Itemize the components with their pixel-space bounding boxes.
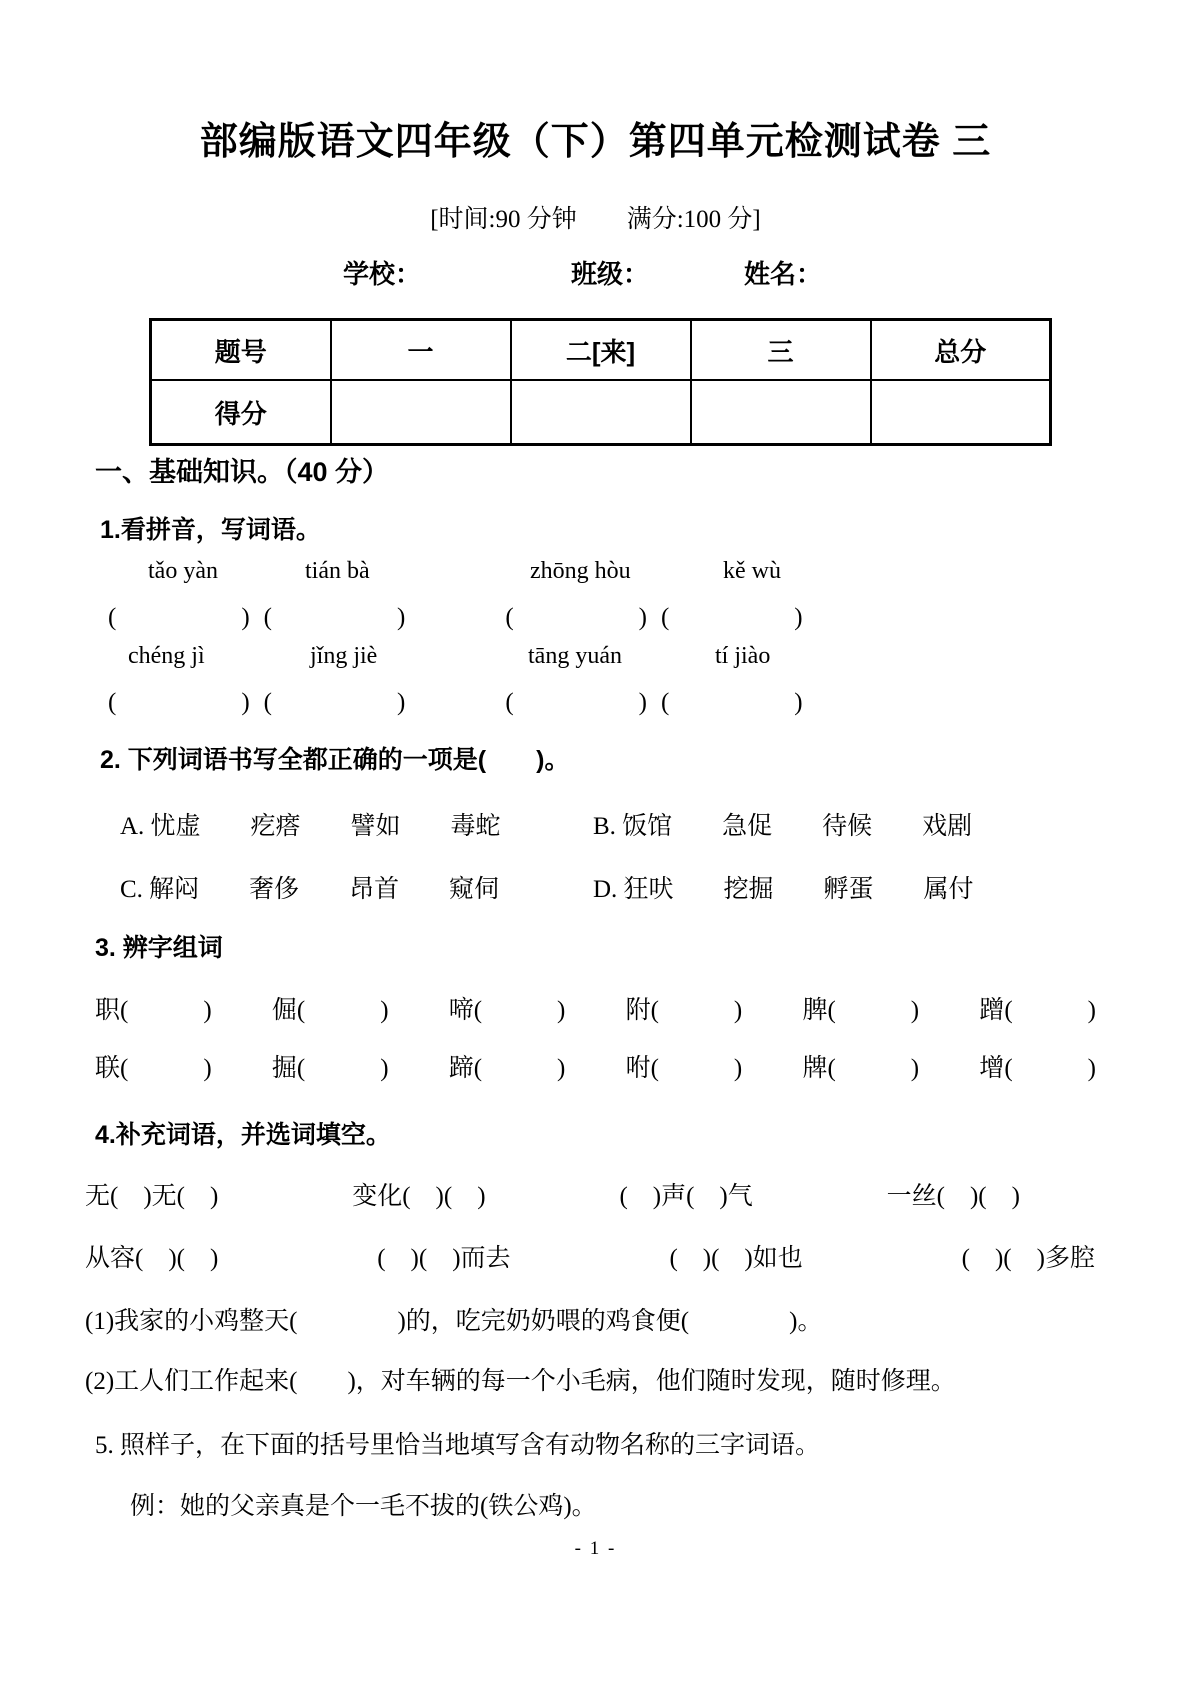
idiom-blank: ( )( )而去: [377, 1245, 511, 1272]
idiom-blank: 变化( )( ): [352, 1183, 486, 1210]
school-label: 学校：: [343, 259, 422, 289]
score-table-header-question-number: 题号: [151, 320, 331, 381]
answer-bracket: ( ): [473, 997, 566, 1024]
pinyin-item: zhōng hòu: [530, 558, 631, 584]
score-table-header-part-3: 三: [691, 320, 871, 381]
score-cell-empty-4: [871, 380, 1051, 445]
section-1-heading: 一、基础知识。（40 分）: [95, 457, 390, 487]
question-1-label: 1.看拼音，写词语。: [100, 516, 321, 544]
pinyin-item: tí jiào: [715, 643, 771, 669]
answer-bracket: ( ): [108, 604, 250, 631]
character: 啼: [448, 997, 474, 1024]
answer-bracket: ( ): [660, 604, 803, 631]
q4-sentence-1: (1)我家的小鸡整天( )的，吃完奶奶喂的鸡食便( )。: [85, 1308, 823, 1335]
character: 附: [625, 997, 651, 1024]
q4-sentence-2: (2)工人们工作起来( )，对车辆的每一个小毛病，他们随时发现，随时修理。: [85, 1368, 956, 1395]
character: 倔: [271, 997, 297, 1024]
q3-characters-row-1: [95, 990, 1096, 1026]
answer-bracket: ( ): [1004, 1055, 1096, 1082]
answer-bracket: ( ): [505, 604, 647, 631]
idiom-blank: 从容( )( ): [85, 1245, 219, 1272]
idiom-blank: ( )声( )气: [619, 1183, 753, 1210]
name-label: 姓名：: [744, 259, 823, 289]
pinyin-item: kě wù: [723, 558, 781, 584]
q2-option-b: B. 饭馆 急促 待候 戏剧: [593, 813, 973, 840]
score-table-header-part-1: 一: [331, 320, 511, 381]
idiom-blank: 无( )无( ): [85, 1183, 219, 1210]
answer-bracket: ( ): [263, 604, 406, 631]
score-table-header-row: [151, 320, 1051, 381]
char-with-bracket: [449, 990, 566, 1026]
q2-options-row-cd: [120, 869, 974, 905]
char-with-bracket: [979, 990, 1096, 1026]
answer-bracket: ( ): [120, 997, 212, 1024]
question-2-label: 2. 下列词语书写全都正确的一项是( )。: [100, 746, 570, 774]
student-info-row: [343, 254, 822, 291]
score-row-label: 得分: [151, 380, 331, 445]
character: 蹭: [979, 997, 1005, 1024]
q1-pinyin-row-2: [128, 643, 770, 670]
character: 蹄: [448, 1055, 474, 1082]
q2-option-d: D. 狂吠 挖掘 孵蛋 属付: [593, 876, 974, 903]
question-3-label: 3. 辨字组词: [95, 934, 223, 962]
char-with-bracket: [95, 1048, 212, 1084]
answer-bracket: ( ): [505, 689, 647, 716]
score-cell-empty-3: [691, 380, 871, 445]
page-number: - 1 -: [574, 1538, 617, 1559]
character: 牌: [802, 1055, 828, 1082]
question-4-label: 4.补充词语，并选词填空。: [95, 1121, 391, 1149]
q1-pinyin-row-1: [148, 558, 781, 585]
q1-answer-brackets-row-1: [108, 597, 803, 633]
answer-bracket: ( ): [263, 689, 406, 716]
answer-bracket: ( ): [827, 997, 920, 1024]
answer-bracket: ( ): [660, 689, 803, 716]
char-with-bracket: [272, 1048, 389, 1084]
idiom-blank: 一丝( )( ): [886, 1183, 1020, 1210]
idiom-blank: ( )( )多腔: [961, 1245, 1095, 1272]
char-with-bracket: [449, 1048, 566, 1084]
idiom-blank: ( )( )如也: [669, 1245, 803, 1272]
character: 掘: [271, 1055, 297, 1082]
char-with-bracket: [802, 1048, 919, 1084]
pinyin-item: tǎo yàn: [148, 558, 218, 584]
char-with-bracket: [272, 990, 389, 1026]
answer-bracket: ( ): [650, 1055, 743, 1082]
answer-bracket: ( ): [296, 1055, 389, 1082]
score-table-score-row: [151, 380, 1051, 445]
answer-bracket: ( ): [650, 997, 743, 1024]
q3-characters-row-2: [95, 1048, 1096, 1084]
q2-option-c: C. 解闷 奢侈 昂首 窥伺: [120, 876, 500, 903]
score-table: [149, 318, 1052, 446]
pinyin-item: tāng yuán: [528, 643, 622, 669]
character: 增: [979, 1055, 1005, 1082]
score-cell-empty-2: [511, 380, 691, 445]
exam-time-score-meta: [时间:90 分钟 满分:100 分]: [430, 206, 761, 233]
q4-idiom-row-1: [85, 1176, 1020, 1212]
character: 职: [95, 997, 121, 1024]
q4-idiom-row-2: [85, 1238, 1095, 1274]
answer-bracket: ( ): [296, 997, 389, 1024]
answer-bracket: ( ): [827, 1055, 920, 1082]
q2-options-row-ab: [120, 806, 972, 842]
character: 联: [95, 1055, 121, 1082]
answer-bracket: ( ): [1004, 997, 1096, 1024]
q2-option-a: A. 忧虚 疙瘩 譬如 毒蛇: [120, 813, 501, 840]
answer-bracket: ( ): [473, 1055, 566, 1082]
char-with-bracket: [979, 1048, 1096, 1084]
q1-answer-brackets-row-2: [108, 682, 803, 718]
pinyin-item: jǐng jiè: [310, 643, 378, 669]
char-with-bracket: [802, 990, 919, 1026]
page-title: 部编版语文四年级（下）第四单元检测试卷 三: [199, 121, 992, 163]
character: 脾: [802, 997, 828, 1024]
character: 咐: [625, 1055, 651, 1082]
question-5-label: 5. 照样子，在下面的括号里恰当地填写含有动物名称的三字词语。: [95, 1432, 821, 1459]
score-cell-empty-1: [331, 380, 511, 445]
answer-bracket: ( ): [108, 689, 250, 716]
q5-example: 例：她的父亲真是个一毛不拔的(铁公鸡)。: [130, 1493, 597, 1520]
char-with-bracket: [626, 1048, 743, 1084]
score-table-header-part-2: 二[来]: [511, 320, 691, 381]
class-label: 班级：: [571, 259, 650, 289]
pinyin-item: chéng jì: [128, 643, 205, 669]
answer-bracket: ( ): [120, 1055, 212, 1082]
char-with-bracket: [626, 990, 743, 1026]
char-with-bracket: [95, 990, 212, 1026]
score-table-header-total: 总分: [871, 320, 1051, 381]
pinyin-item: tián bà: [305, 558, 370, 584]
